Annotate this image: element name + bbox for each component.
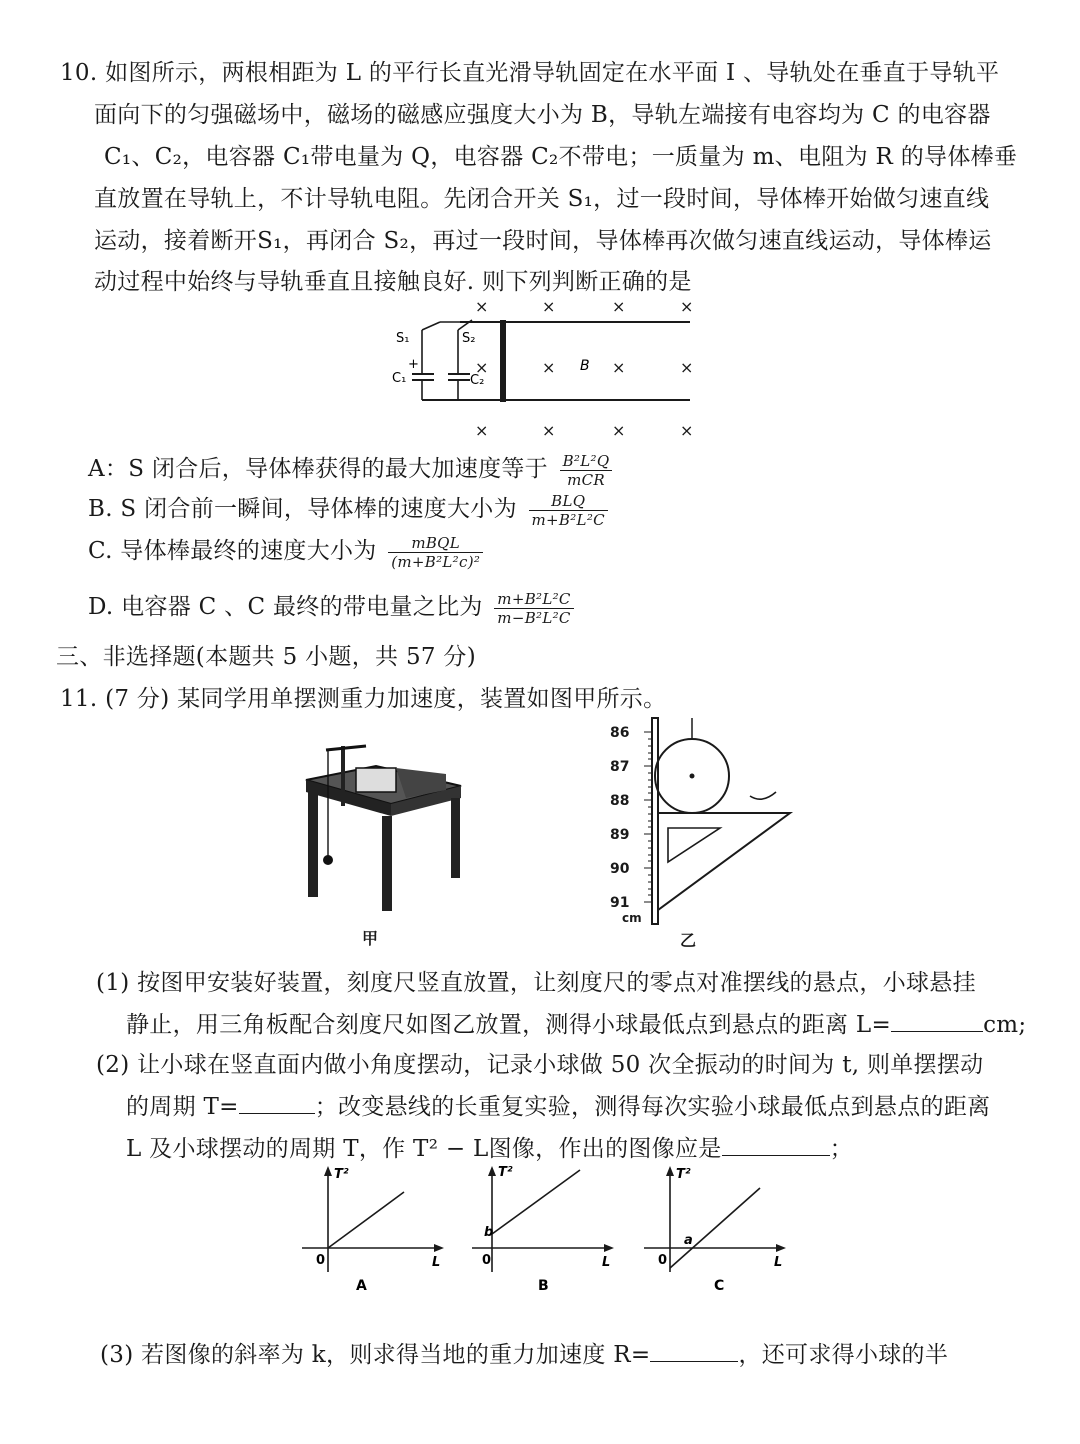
field-label-b: B bbox=[580, 358, 590, 374]
graph-b bbox=[468, 1162, 618, 1292]
field-cross: × bbox=[612, 297, 626, 316]
ruler-label: 91 bbox=[610, 895, 630, 911]
field-cross: × bbox=[680, 297, 694, 316]
q11-part1-line2 bbox=[126, 1006, 1026, 1039]
q11-part2-line3 bbox=[126, 1130, 853, 1163]
option-a-text: A：S 闭合后，导体棒获得的最大加速度等于 bbox=[88, 456, 548, 482]
q10-line-5: 运动，接着断开S₁，再闭合 S₂，再过一段时间，导体棒再次做匀速直线运动，导体棒运 bbox=[94, 228, 992, 254]
q10-line-4: 直放置在导轨上，不计导轨电阻。先闭合开关 S₁，过一段时间，导体棒开始做匀速直线 bbox=[94, 186, 990, 212]
x-axis-label: L bbox=[432, 1255, 441, 1270]
y-axis-label: T² bbox=[498, 1165, 513, 1180]
origin-label: 0 bbox=[482, 1253, 492, 1268]
y-axis-label: T² bbox=[676, 1167, 691, 1182]
section-3-heading: 三、非选择题(本题共 5 小题，共 57 分) bbox=[56, 644, 476, 670]
option-d-denominator: m−B²L²C bbox=[497, 608, 571, 627]
ruler-label: 87 bbox=[610, 759, 630, 775]
graph-caption: B bbox=[538, 1278, 549, 1292]
answer-blank-period[interactable] bbox=[239, 1091, 315, 1114]
field-cross: × bbox=[475, 358, 489, 377]
answer-blank-gravity[interactable] bbox=[650, 1339, 738, 1362]
figure-jia-caption: 甲 bbox=[362, 929, 379, 948]
field-cross: × bbox=[612, 421, 626, 440]
option-b-fraction bbox=[529, 492, 608, 529]
q11-part1-unit: cm; bbox=[983, 1012, 1027, 1038]
graph-caption: A bbox=[356, 1278, 367, 1292]
option-a-numerator: B²L²Q bbox=[560, 452, 613, 471]
field-cross: × bbox=[680, 421, 694, 440]
q11-part2-text-a: 的周期 T= bbox=[126, 1094, 239, 1120]
answer-blank-l[interactable] bbox=[891, 1009, 983, 1032]
label-c1: C₁ bbox=[392, 371, 407, 386]
option-c-denominator: (m+B²L²c)² bbox=[391, 552, 481, 571]
origin-label: 0 bbox=[658, 1253, 668, 1268]
origin-label: 0 bbox=[316, 1253, 326, 1268]
graph-line bbox=[328, 1192, 404, 1248]
option-d-text: D. 电容器 C 、C 最终的带电量之比为 bbox=[88, 594, 483, 620]
ruler-label: 89 bbox=[610, 827, 630, 843]
option-d-numerator: m+B²L²C bbox=[494, 590, 573, 609]
conductor-rod bbox=[500, 320, 506, 402]
label-c2: C₂ bbox=[470, 373, 485, 388]
label-s2: S₂ bbox=[462, 331, 476, 346]
field-cross: × bbox=[680, 358, 694, 377]
ruler-label: 90 bbox=[610, 861, 630, 877]
q11-part2-end: ； bbox=[829, 1136, 853, 1162]
pendulum-bob bbox=[323, 855, 333, 865]
option-c bbox=[88, 532, 483, 571]
q11-part3-line1 bbox=[100, 1336, 948, 1369]
q11-part2-line2 bbox=[126, 1088, 990, 1121]
circuit-figure bbox=[380, 292, 710, 450]
option-a bbox=[88, 450, 612, 489]
stand-arm bbox=[326, 746, 366, 750]
pendulum-apparatus-figure bbox=[296, 738, 466, 913]
q11-part3-text-a: (3) 若图像的斜率为 k，则求得当地的重力加速度 R= bbox=[100, 1342, 651, 1368]
q11-part2-text-b: ；改变悬线的长重复实验，测得每次实验小球最低点到悬点的距离 bbox=[314, 1094, 991, 1120]
intercept-label-a: a bbox=[684, 1233, 693, 1248]
q11-part2-text-c: L 及小球摆动的周期 T，作 T² − L图像，作出的图像应是 bbox=[126, 1136, 722, 1162]
figure-yi-caption: 乙 bbox=[680, 931, 697, 950]
intercept-label-b: b bbox=[484, 1225, 494, 1240]
ruler-label: 86 bbox=[610, 725, 630, 741]
x-axis-label: L bbox=[774, 1255, 783, 1270]
table-leg bbox=[382, 816, 392, 911]
q11-part2-line1: (2) 让小球在竖直面内做小角度摆动，记录小球做 50 次全振动的时间为 t, 则单摆摆动 bbox=[96, 1052, 984, 1078]
label-s1: S₁ bbox=[396, 331, 410, 346]
field-cross: × bbox=[475, 421, 489, 440]
option-b-text: B. S 闭合前一瞬间，导体棒的速度大小为 bbox=[88, 496, 517, 522]
graph-a bbox=[298, 1162, 448, 1292]
answer-blank-graph[interactable] bbox=[722, 1133, 830, 1156]
ruler-measurement-figure bbox=[600, 712, 800, 932]
q10-line-2: 面向下的匀强磁场中，磁场的磁感应强度大小为 B，导轨左端接有电容均为 C 的电容器 bbox=[94, 102, 991, 128]
field-cross: × bbox=[475, 297, 489, 316]
x-axis-label: L bbox=[602, 1255, 611, 1270]
field-cross: × bbox=[542, 297, 556, 316]
y-axis-label: T² bbox=[334, 1167, 349, 1182]
ruler-label: 88 bbox=[610, 793, 630, 809]
graph-c bbox=[640, 1162, 790, 1292]
option-d bbox=[88, 588, 574, 627]
option-b-denominator: m+B²L²C bbox=[531, 510, 605, 529]
q10-line-3: C₁、C₂，电容器 C₁带电量为 Q，电容器 C₂不带电；一质量为 m、电阻为 R 的导体棒垂 bbox=[104, 144, 1018, 170]
q10-line-1: 10. 如图所示，两根相距为 L 的平行长直光滑导轨固定在水平面 I 、导轨处在垂直于导轨平 bbox=[60, 60, 1000, 86]
option-c-numerator: mBQL bbox=[388, 534, 483, 553]
q11-part3-text-b: ，还可求得小球的半 bbox=[738, 1342, 949, 1368]
stand-pole bbox=[341, 746, 345, 806]
table-leg bbox=[451, 798, 460, 878]
option-a-fraction bbox=[560, 452, 613, 489]
option-c-text: C. 导体棒最终的速度大小为 bbox=[88, 538, 377, 564]
q11-part1-text: 静止，用三角板配合刻度尺如图乙放置，测得小球最低点到悬点的距离 L= bbox=[126, 1012, 892, 1038]
ruler-ticks bbox=[644, 732, 652, 902]
label-plus: + bbox=[408, 357, 419, 372]
q11-intro: 11. (7 分) 某同学用单摆测重力加速度，装置如图甲所示。 bbox=[60, 686, 667, 712]
field-cross: × bbox=[612, 358, 626, 377]
field-cross: × bbox=[542, 421, 556, 440]
option-b-numerator: BLQ bbox=[529, 492, 608, 511]
graph-caption: C bbox=[714, 1278, 725, 1292]
option-a-denominator: mCR bbox=[567, 470, 605, 489]
q10-line-6: 动过程中始终与导轨垂直且接触良好. 则下列判断正确的是 bbox=[94, 269, 692, 295]
option-b bbox=[88, 490, 608, 529]
switch-s1 bbox=[422, 322, 440, 330]
option-c-fraction bbox=[388, 534, 483, 571]
ruler-unit: cm bbox=[622, 911, 642, 925]
graph-line bbox=[670, 1188, 760, 1268]
option-d-fraction bbox=[494, 590, 573, 627]
q11-part1-line1: (1) 按图甲安装好装置，刻度尺竖直放置，让刻度尺的零点对准摆线的悬点，小球悬挂 bbox=[96, 970, 976, 996]
field-cross: × bbox=[542, 358, 556, 377]
table-leg bbox=[308, 792, 318, 897]
